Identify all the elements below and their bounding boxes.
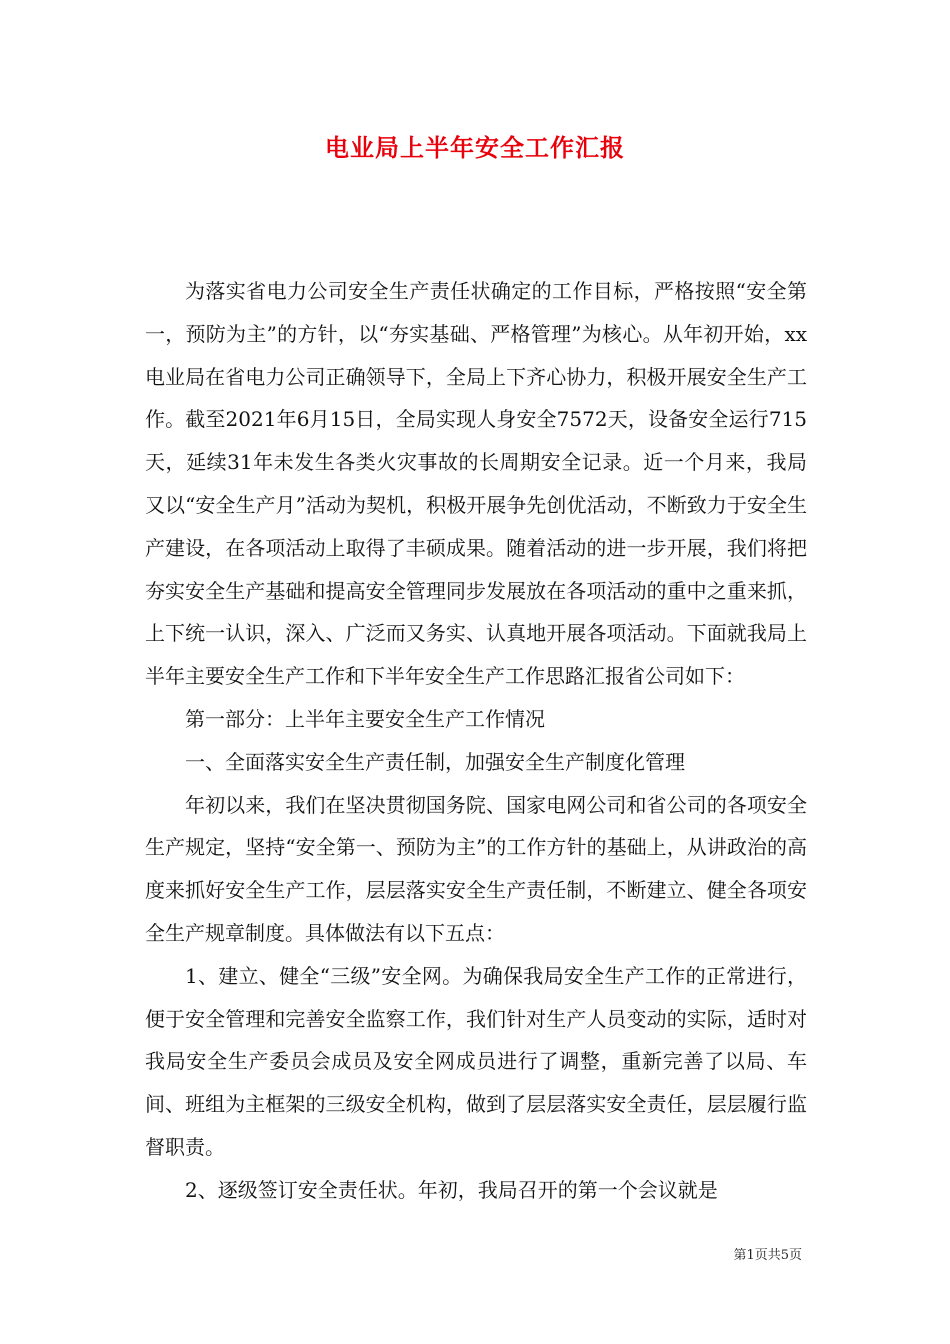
document-title: 电业局上半年安全工作汇报 xyxy=(325,133,625,162)
section-heading: 第一部分：上半年主要安全生产工作情况 xyxy=(185,706,545,731)
page-number: 第1页共5页 xyxy=(733,1248,802,1263)
body-paragraph: 2、逐级签订安全责任状。年初，我局召开的第一个会议就是 xyxy=(185,1177,718,1202)
body-paragraph: 1、建立、健全“三级”安全网。为确保我局安全生产工作的正常进行，便于安全管理和完善安全监察工作，我们针对生产人员变动的实际，适时对我局安全生产委员会成员及安全网成员进行了调整，重新完善了以局、车间、班组为主框架的三级安全机构，做到了层层落实安全责任，层层履行监督职责。 xyxy=(145,963,807,1159)
document-body xyxy=(145,270,807,1212)
body-paragraph: 年初以来，我们在坚决贯彻国务院、国家电网公司和省公司的各项安全生产规定，坚持“安全第一、预防为主”的工作方针的基础上，从讲政治的高度来抓好安全生产工作，层层落实安全生产责任制，不断建立、健全各项安全生产规章制度。具体做法有以下五点： xyxy=(145,792,807,945)
body-paragraph: 为落实省电力公司安全生产责任状确定的工作目标，严格按照“安全第一，预防为主”的方针，以“夯实基础、严格管理”为核心。从年初开始，xx电业局在省电力公司正确领导下，全局上下齐心协力，积极开展安全生产工作。截至2021年6月15日，全局实现人身安全7572天，设备安全运行715天，延续31年未发生各类火灾事故的长周期安全记录。近一个月来，我局又以“安全生产月”活动为契机，积极开展争先创优活动，不断致力于安全生产建设，在各项活动上取得了丰硕成果。随着活动的进一步开展，我们将把夯实安全生产基础和提高安全管理同步发展放在各项活动的重中之重来抓，上下统一认识，深入、广泛而又务实、认真地开展各项活动。下面就我局上半年主要安全生产工作和下半年安全生产工作思路汇报省公司如下： xyxy=(145,279,807,689)
subsection-heading: 一、全面落实安全生产责任制，加强安全生产制度化管理 xyxy=(185,749,685,774)
